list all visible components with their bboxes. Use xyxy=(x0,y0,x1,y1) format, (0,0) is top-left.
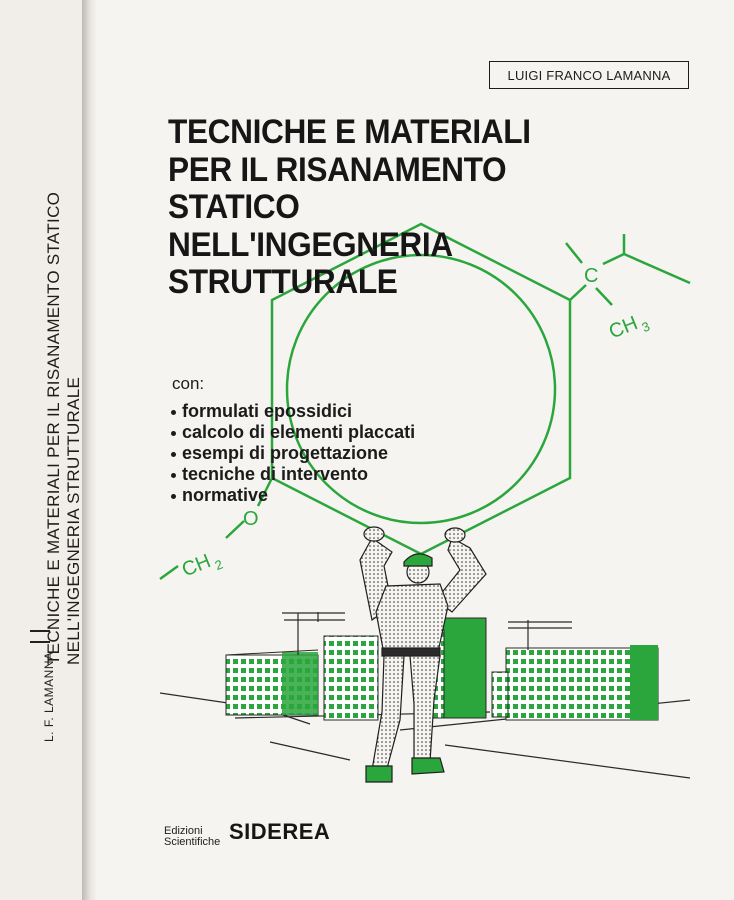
bond-c-down xyxy=(596,288,612,305)
contents-item: esempi di progettazione xyxy=(171,443,415,464)
bullet-icon xyxy=(171,452,176,457)
oxygen-label: O xyxy=(243,508,259,530)
crane-right xyxy=(508,620,572,650)
publisher-prefix xyxy=(164,826,220,848)
book-title xyxy=(168,114,531,302)
publisher-line-2: Scientifiche xyxy=(164,836,221,848)
bullet-icon xyxy=(171,431,176,436)
title-line-4: NELL'INGEGNERIA xyxy=(168,225,453,264)
title-line-2: PER IL RISANAMENTO xyxy=(168,150,507,189)
bullet-icon xyxy=(171,494,176,499)
methyl-label: CH xyxy=(605,312,641,344)
spine-title-line-1: TECNICHE E MATERIALI PER IL RISANAMENTO STATICO xyxy=(44,191,63,665)
building-left xyxy=(226,650,318,715)
title-line-1: TECNICHE E MATERIALI xyxy=(168,113,531,151)
bond-ch2-left xyxy=(160,566,178,579)
building-right xyxy=(492,645,658,720)
bond-c-up-left xyxy=(566,243,582,263)
publisher-line-1: Edizioni xyxy=(164,825,203,837)
bullet-icon xyxy=(171,473,176,478)
methylene-label: CH xyxy=(178,550,214,582)
methyl-subscript: 3 xyxy=(639,318,652,336)
contents-item: formulati epossidici xyxy=(171,401,415,422)
bond-c-right xyxy=(603,254,624,264)
author-box: LUIGI FRANCO LAMANNA xyxy=(489,61,689,89)
contents-list xyxy=(171,401,415,506)
bullet-icon xyxy=(171,410,176,415)
publisher-brand: SIDEREA xyxy=(229,819,331,844)
contents-item: tecniche di intervento xyxy=(171,464,415,485)
contents-item: calcolo di elementi placcati xyxy=(171,422,415,443)
spine-title-line-2: NELL'INGEGNERIA STRUTTURALE xyxy=(64,376,83,665)
bond-ring-to-c xyxy=(570,285,586,300)
title-line-3: STATICO xyxy=(168,188,300,226)
contents-item: normative xyxy=(171,485,415,506)
bond-right-down xyxy=(624,254,690,283)
contents-label: con: xyxy=(172,374,205,393)
methylene-subscript: 2 xyxy=(212,556,225,574)
carbon-label: C xyxy=(584,265,599,287)
bond-o-to-ch2 xyxy=(226,521,244,538)
spine-author: L. F. LAMANNA xyxy=(42,651,56,742)
title-line-5: STRUTTURALE xyxy=(168,263,398,301)
